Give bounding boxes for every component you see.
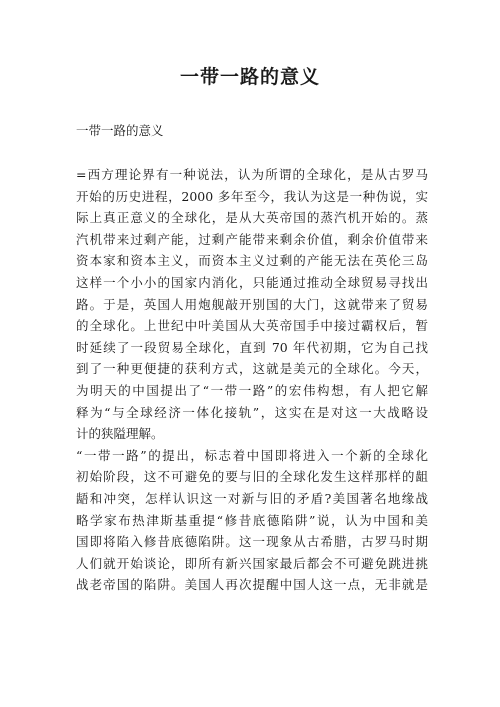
body-line: 计的狭隘理解。 xyxy=(76,426,164,442)
body-line: 到了一种更便捷的获利方式，这就是美元的全球化。今天， xyxy=(76,361,428,377)
body-line: =西方理论界有一种说法，认为所谓的全球化，是从古罗马 xyxy=(76,167,428,182)
body-line: 路。于是，英国人用炮舰敲开别国的大门，这就带来了贸易 xyxy=(76,296,428,312)
body-line: 略学家布热津斯基重提“修昔底德陷阱”说，认为中国和美 xyxy=(76,512,428,528)
document-subtitle: 一带一路的意义 xyxy=(76,123,164,138)
body-line: 人们就开始谈论，即所有新兴国家最后都会不可避免跳进挑 xyxy=(76,555,428,571)
document-body xyxy=(76,164,428,596)
body-line: 为明天的中国提出了“一带一路”的宏伟构想，有人把它解 xyxy=(76,382,428,398)
body-line: 初始阶段，这不可避免的要与旧的全球化发生这样那样的龃 xyxy=(76,469,428,485)
body-line: 开始的历史进程，2000 多年至今，我认为这是一种伪说，实 xyxy=(76,188,428,204)
body-line: 战老帝国的陷阱。美国人再次提醒中国人这一点，无非就是 xyxy=(76,577,428,593)
body-line: 国即将陷入修昔底德陷阱。这一现象从古希腊，古罗马时期 xyxy=(76,534,428,550)
body-line: 时延续了一段贸易全球化，直到 70 年代初期，它为自己找 xyxy=(76,339,428,355)
body-line: 龉和冲突，怎样认识这一对新与旧的矛盾?美国著名地缘战 xyxy=(76,490,428,506)
body-line: 释为“与全球经济一体化接轨”，这实在是对这一大战略设 xyxy=(76,404,428,420)
document-title: 一带一路的意义 xyxy=(179,66,320,88)
body-line: 这样一个小小的国家内消化，只能通过推动全球贸易寻找出 xyxy=(76,274,428,290)
body-line: 的全球化。上世纪中叶美国从大英帝国手中接过霸权后，暂 xyxy=(76,318,428,334)
body-line: 际上真正意义的全球化，是从大英帝国的蒸汽机开始的。蒸 xyxy=(76,210,428,226)
body-line: 汽机带来过剩产能，过剩产能带来剩余价值，剩余价值带来 xyxy=(76,231,428,247)
body-line: “一带一路”的提出，标志着中国即将进入一个新的全球化 xyxy=(76,447,428,463)
body-line: 资本家和资本主义，而资本主义过剩的产能无法在英伦三岛 xyxy=(76,253,428,269)
